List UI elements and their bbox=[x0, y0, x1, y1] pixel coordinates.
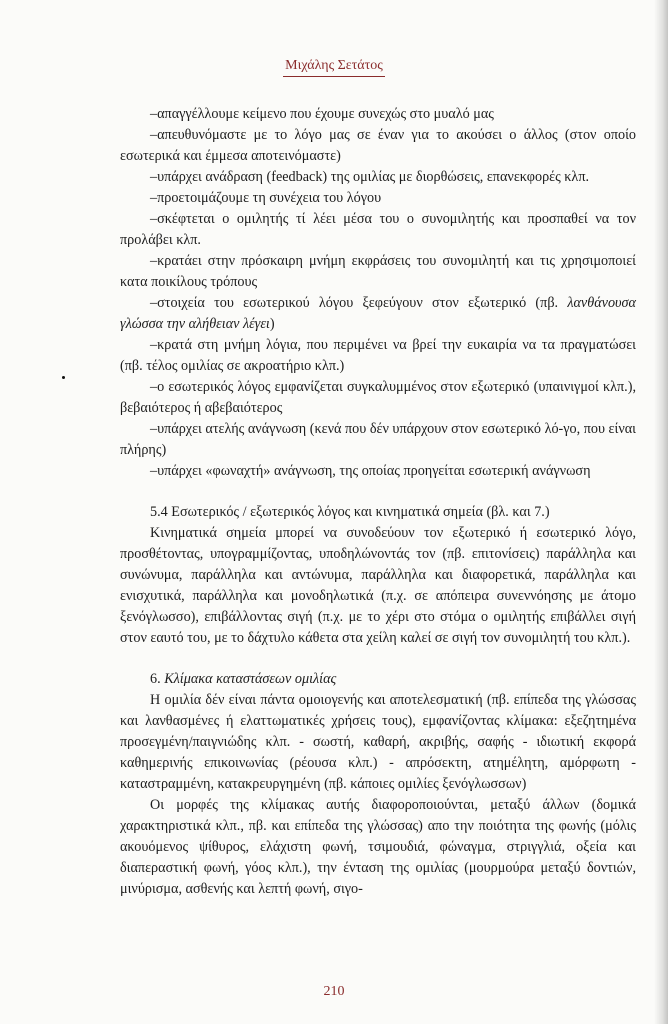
list-item: –υπάρχει ατελής ανάγνωση (κενά που δέν υπάρχουν στον εσωτερικό λό-γο, που είναι πλήρης) bbox=[120, 421, 636, 458]
list-item: –υπάρχει ανάδραση (feedback) της ομιλίας με διορθώσεις, επανεκφορές κλπ. bbox=[150, 169, 590, 185]
margin-mark bbox=[62, 376, 65, 379]
list-block bbox=[120, 104, 636, 482]
section-paragraph: Η ομιλία δέν είναι πάντα ομοιογενής και αποτελεσματική (πβ. επίπεδα της γλώσσας και λανθασμένες ή ελαττωματικές χρήσεις τους), εμφανίζοντας κλίμακα: εξεζητημένα προσεγμένη/παιγνιώδης κλπ. - σωστή, καθαρή, ακριβής, σαφής - ιδιωτική εκφορά καθημερινής επικοινωνίας (ρέουσα κλπ.) - απρόσεκτη, ατημέλητη, αμόρφωτη - καταστραμμένη, κατακρευργημένη (πβ. κάποιες ομιλίες ξενόγλωσσων) bbox=[120, 692, 636, 792]
page-edge-shadow bbox=[654, 0, 668, 1024]
list-item: –ο εσωτερικός λόγος εμφανίζεται συγκαλυμμένος στον εξωτερικό (υπαινιγμοί κλπ.), βεβαιότερος ή αβεβαιότερος bbox=[120, 379, 636, 416]
page-body bbox=[120, 104, 636, 900]
italic-quote: λανθάνουσα γλώσσα την αλήθειαν λέγει bbox=[120, 295, 636, 332]
list-item: –απευθυνόμαστε με το λόγο μας σε έναν για το ακούσει ο άλλος (στον οποίο εσωτερικά και έμμεσα αποτεινόμαστε) bbox=[120, 127, 636, 164]
list-item: –απαγγέλλουμε κείμενο που έχουμε συνεχώς στο μυαλό μας bbox=[150, 106, 494, 122]
section-paragraph: Οι μορφές της κλίμακας αυτής διαφοροποιούνται, μεταξύ άλλων (δομικά χαρακτηριστικά κλπ., πβ. και επίπεδα της γλώσσας) απο την ποιότητα της φωνής (μόλις ακουόμενος ψίθυρος, ελάχιστη φωνή, τσιμουδιά, φώναγμα, στριγγλιά, οξεία και διαπεραστική φωνή, γόος κλπ.), την ένταση της ομιλίας (μουρμούρα μεταξύ δοντιών, μινύρισμα, ασθενής και λεπτή φωνή, σιγο- bbox=[120, 797, 636, 897]
section-title: Κλίμακα καταστάσεων ομιλίας bbox=[164, 671, 337, 687]
list-item: –σκέφτεται ο ομιλητής τί λέει μέσα του ο συνομιλητής και προσπαθεί να τον προλάβει κλπ. bbox=[120, 211, 636, 248]
author-name: Μιχάλης Σετάτος bbox=[283, 58, 385, 77]
list-item: –κρατάει στην πρόσκαιρη μνήμη εκφράσεις του συνομιλητή και τις χρησιμοποιεί κατα ποικίλους τρόπους bbox=[120, 253, 636, 290]
list-item: –στοιχεία του εσωτερικού λόγου ξεφεύγουν στον εξωτερικό (πβ. λανθάνουσα γλώσσα την αλήθειαν λέγει) bbox=[120, 295, 636, 332]
section-heading-5-4: 5.4 Εσωτερικός / εξωτερικός λόγος και κινηματικά σημεία (βλ. και 7.) bbox=[150, 504, 550, 520]
section-paragraph: Κινηματικά σημεία μπορεί να συνοδεύουν τον εξωτερικό ή εσωτερικό λόγο, προσθέτοντας, υπογραμμίζοντας, υποδηλώνοντάς τον (πβ. επιτονίσεις) παράλληλα και συνώνυμα, παράλληλα και αντώνυμα, παράλληλα και διαφορετικά, παράλληλα και ενισχυτικά, παράλληλα και μονοδηλωτικά (π.χ. σε απόπειρα συνεννόησης με άτομο ξενόγλωσσο), επιβάλλοντας σιγή (π.χ. με το χέρι στο στόμα ο ομιλητής επιβάλλει σιγή στον εαυτό του, με το δάχτυλο κάθετα στα χείλη καλεί σε σιγή τον συνομιλητή του κλπ.). bbox=[120, 525, 636, 646]
list-item: –προετοιμάζουμε τη συνέχεια του λόγου bbox=[150, 190, 382, 206]
page-number: 210 bbox=[323, 984, 345, 999]
list-item: –κρατά στη μνήμη λόγια, που περιμένει να βρεί την ευκαιρία να τα πραγματώσει (πβ. τέλος ομιλίας σε ακροατήριο κλπ.) bbox=[120, 337, 636, 374]
section-heading-6: 6. Κλίμακα καταστάσεων ομιλίας bbox=[150, 671, 337, 687]
list-item: –υπάρχει «φωναχτή» ανάγνωση, της οποίας προηγείται εσωτερική ανάγνωση bbox=[150, 463, 591, 479]
running-header bbox=[0, 56, 668, 77]
